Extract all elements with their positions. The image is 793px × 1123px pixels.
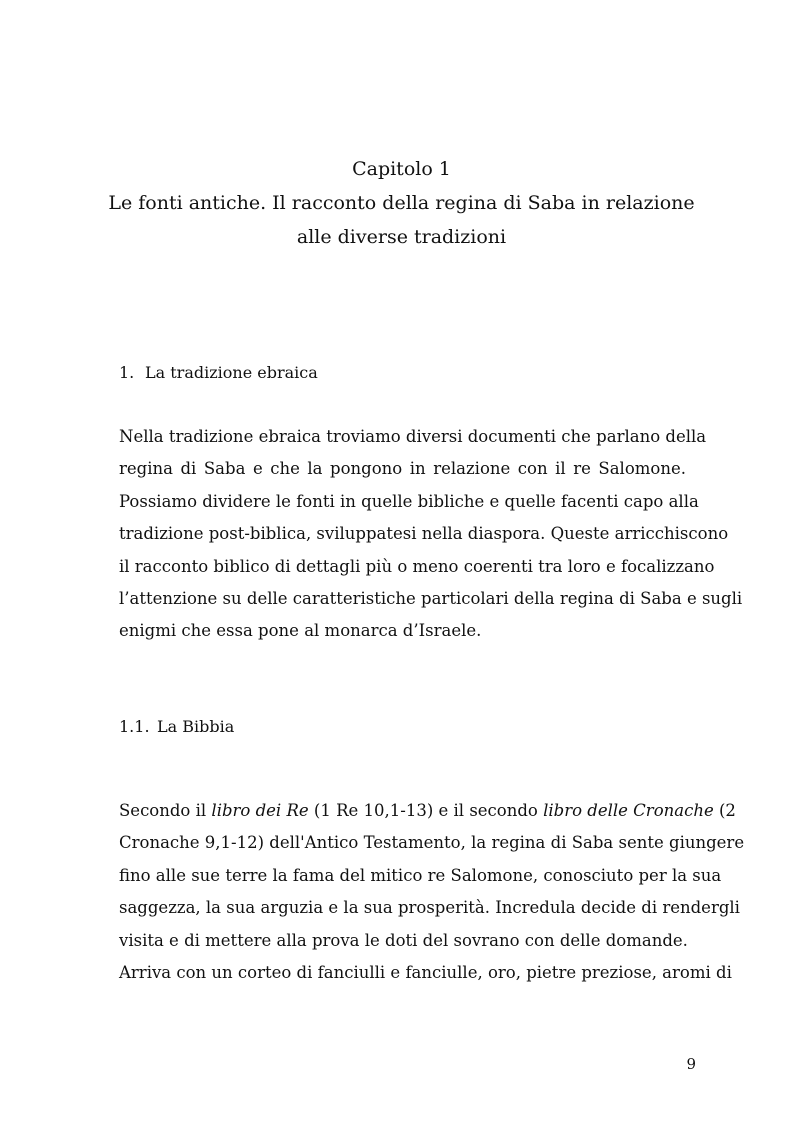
chapter-header — [80, 152, 723, 254]
paragraph-line: saggezza, la sua arguzia e la sua prosperità. Incredula decide di rendergli — [119, 898, 740, 918]
paragraph-line: fino alle sue terre la fama del mitico re Salomone, conosciuto per la sua — [119, 865, 722, 885]
section-number: 1.1. — [119, 717, 150, 736]
paragraph-line: Arriva con un corteo di fanciulli e fanciulle, oro, pietre preziose, aromi di — [119, 963, 732, 983]
chapter-title-line-1: Le fonti antiche. Il racconto della regina di Saba in relazione — [108, 192, 695, 214]
book-title-re: libro dei Re — [211, 801, 309, 820]
text-run: (1 Re 10,1-13) e il secondo — [313, 801, 538, 820]
paragraph-la-bibbia — [119, 795, 745, 989]
paragraph-line: regina di Saba e che la pongono in relazione con il re Salomone. — [119, 459, 686, 479]
section-number: 1. — [119, 363, 135, 382]
section-title: La tradizione ebraica — [145, 363, 318, 382]
book-title-cronache: libro delle Cronache — [543, 801, 714, 820]
chapter-title-line-2: alle diverse tradizioni — [296, 226, 507, 248]
paragraph-line: l’attenzione su delle caratteristiche particolari della regina di Saba e sugli — [119, 589, 743, 609]
section-heading-1 — [119, 362, 318, 384]
text-run: (2 — [718, 801, 736, 820]
paragraph-tradizione-ebraica — [119, 421, 743, 648]
paragraph-line: visita e di mettere alla prova le doti del sovrano con delle domande. — [119, 930, 688, 950]
section-title: La Bibbia — [157, 717, 235, 736]
paragraph-line: il racconto biblico di dettagli più o meno coerenti tra loro e focalizzano — [119, 556, 715, 576]
page-number: 9 — [686, 1055, 696, 1073]
chapter-number: Capitolo 1 — [352, 158, 451, 180]
paragraph-line: Possiamo dividere le fonti in quelle bibliche e quelle facenti capo alla — [119, 491, 699, 511]
paragraph-line-first — [119, 795, 736, 827]
paragraph-line: tradizione post-biblica, sviluppatesi nella diaspora. Queste arricchiscono — [119, 524, 729, 544]
paragraph-line: Cronache 9,1-12) dell'Antico Testamento, la regina di Saba sente giungere — [119, 833, 745, 853]
text-run: Secondo il — [119, 801, 207, 820]
paragraph-line: Nella tradizione ebraica troviamo diversi documenti che parlano della — [119, 427, 707, 446]
section-heading-1-1 — [119, 716, 234, 738]
paragraph-line: enigmi che essa pone al monarca d’Israele. — [119, 621, 482, 641]
